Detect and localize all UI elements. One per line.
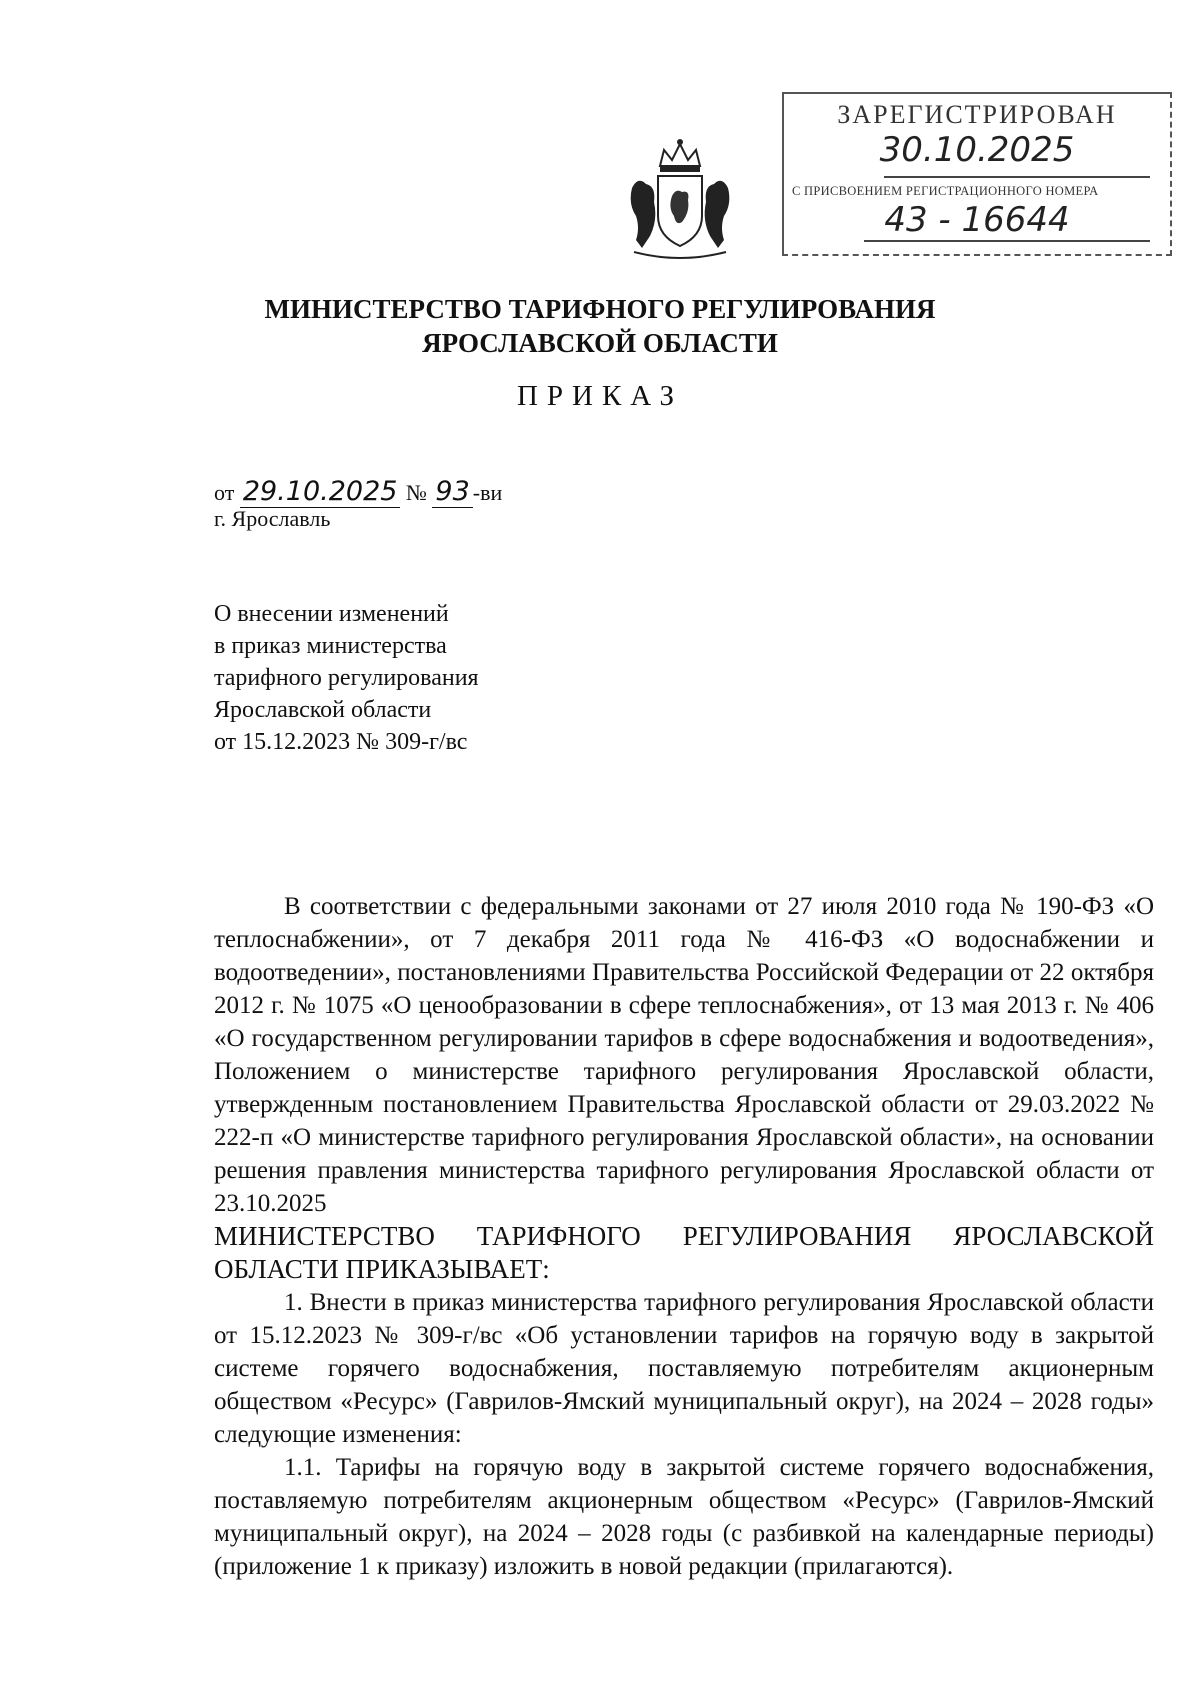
item-1-paragraph: 1. Внести в приказ министерства тарифного регулирования Ярославской области от 15.12.2023 № 309-г/вс «Об установлении тарифов на горячую воду в закрытой системе горячего водоснабжения, поставляемую потребителям акционерным обществом «Ресурс» (Гаврилов-Ямский муниципальный округ), на 2024 – 2028 годы» следующие изменения: <box>214 1289 1154 1448</box>
document-type-title: ПРИКАЗ <box>516 380 684 412</box>
orders-statement: МИНИСТЕРСТВО ТАРИФНОГО РЕГУЛИРОВАНИЯ ЯРОСЛАВСКОЙ ОБЛАСТИ ПРИКАЗЫВАЕТ: <box>214 1221 1154 1284</box>
order-date-number <box>214 476 502 508</box>
order-body <box>214 890 1154 1583</box>
subject-line: от 15.12.2023 № 309-г/вс <box>214 729 468 755</box>
stamp-date: 30.10.2025 <box>879 130 1075 170</box>
subject-line: в приказ министерства <box>214 633 447 659</box>
subject-line: О внесении изменений <box>214 601 449 627</box>
stamp-divider <box>864 240 1150 242</box>
item-1-1-paragraph: 1.1. Тарифы на горячую воду в закрытой системе горячего водоснабжения, поставляемую потребителям акционерным обществом «Ресурс» (Гаврилов-Ямский муниципальный округ), на 2024 – 2028 годы (с разбивкой на календарные периоды) (приложение 1 к приказу) изложить в новой редакции (прилагаются). <box>214 1454 1154 1580</box>
registration-stamp <box>782 92 1172 256</box>
ministry-name-line: МИНИСТЕРСТВО ТАРИФНОГО РЕГУЛИРОВАНИЯ <box>264 294 936 324</box>
subject-line: Ярославской области <box>214 697 432 723</box>
number-prefix: № <box>405 480 427 505</box>
stamp-divider <box>884 176 1150 178</box>
city: г. Ярославль <box>214 506 331 531</box>
ministry-name <box>0 292 1200 360</box>
yaroslavl-coat-of-arms-icon <box>620 136 740 264</box>
preamble-paragraph: В соответствии с федеральными законами от 27 июля 2010 года № 190-ФЗ «О теплоснабжении», от 7 декабря 2011 года № 416-ФЗ «О водоснабжении и водоотведении», постановлениями Правительства Российской Федерации от 22 октября 2012 г. № 1075 «О ценообразовании в сфере теплоснабжения», от 13 мая 2013 г. № 406 «О государственном регулировании тарифов в сфере водоснабжения и водоотведения», Положением о министерстве тарифного регулирования Ярославской области, утвержденным постановлением Правительства Ярославской области от 29.03.2022 № 222-п «О министерстве тарифного регулирования Ярославской области», на основании решения правления министерства тарифного регулирования Ярославской области от 23.10.2025 <box>214 893 1154 1217</box>
stamp-note: С ПРИСВОЕНИЕМ РЕГИСТРАЦИОННОГО НОМЕРА <box>792 184 1099 198</box>
number-suffix: -ви <box>472 480 503 505</box>
subject-line: тарифного регулирования <box>214 665 479 691</box>
order-subject <box>214 598 479 758</box>
order-number: 93 <box>435 476 470 507</box>
date-prefix: от <box>214 480 235 505</box>
ministry-name-line: ЯРОСЛАВСКОЙ ОБЛАСТИ <box>422 328 778 358</box>
stamp-title: ЗАРЕГИСТРИРОВАН <box>837 100 1117 129</box>
stamp-registration-number: 43 - 16644 <box>884 200 1070 240</box>
order-date: 29.10.2025 <box>242 476 398 507</box>
